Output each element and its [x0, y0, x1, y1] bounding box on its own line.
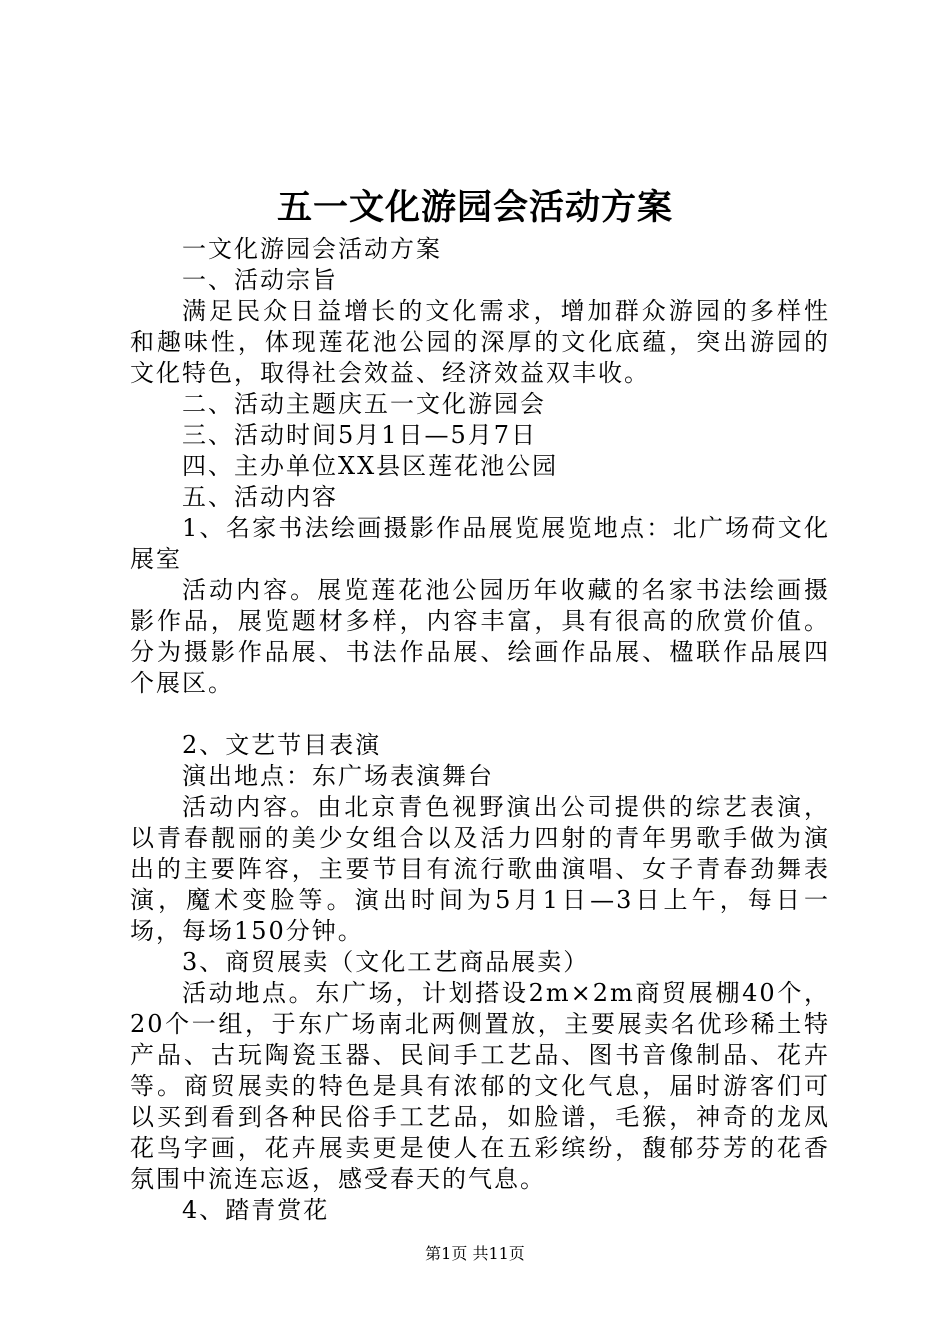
paragraph-item-2: 2、文艺节目表演 [182, 731, 382, 759]
paragraph-time: 三、活动时间5月1日—5月7日 [182, 421, 538, 449]
paragraph-organizer: 四、主办单位XX县区莲花池公园 [182, 452, 559, 480]
paragraph-spacer [130, 699, 830, 730]
paragraph-item-3: 3、商贸展卖（文化工艺商品展卖） [182, 948, 590, 976]
paragraph-item-2-location: 演出地点：东广场表演舞台 [182, 762, 494, 790]
paragraph-item-2-detail: 活动内容。由北京青色视野演出公司提供的综艺表演，以青春靓丽的美少女组合以及活力四射的青年男歌手做为演出的主要阵容，主要节目有流行歌曲演唱、女子青春劲舞表演，魔术变脸等。演出时间为5月1日—3日上午，每日一场，每场150分钟。 [130, 793, 830, 945]
paragraph-purpose-text: 满足民众日益增长的文化需求，增加群众游园的多样性和趣味性，体现莲花池公园的深厚的文化底蕴，突出游园的文化特色，取得社会效益、经济效益双丰收。 [130, 297, 830, 387]
paragraph-item-3-detail: 活动地点。东广场，计划搭设2m×2m商贸展棚40个，20个一组，于东广场南北两侧置放，主要展卖名优珍稀土特产品、古玩陶瓷玉器、民间手工艺品、图书音像制品、花卉等。商贸展卖的特色是具有浓郁的文化气息，届时游客们可以买到看到各种民俗手工艺品，如脸谱，毛猴，神奇的龙凤花鸟字画，花卉展卖更是使人在五彩缤纷，馥郁芬芳的花香氛围中流连忘返，感受春天的气息。 [130, 979, 830, 1193]
document-body [130, 234, 830, 1226]
paragraph-item-4: 4、踏青赏花 [182, 1196, 330, 1224]
page-footer: 第1页 共11页 [425, 1244, 525, 1263]
paragraph-heading-content: 五、活动内容 [182, 483, 338, 511]
paragraph-item-1: 1、名家书法绘画摄影作品展览展览地点：北广场荷文化展室 [130, 514, 830, 573]
paragraph-item-1-detail: 活动内容。展览莲花池公园历年收藏的名家书法绘画摄影作品，展览题材多样，内容丰富，具有很高的欣赏价值。分为摄影作品展、书法作品展、绘画作品展、楹联作品展四个展区。 [130, 576, 830, 697]
paragraph-subtitle: 一文化游园会活动方案 [182, 235, 442, 263]
document-title: 五一文化游园会活动方案 [276, 187, 673, 228]
paragraph-heading-purpose: 一、活动宗旨 [182, 266, 338, 294]
paragraph-theme: 二、活动主题庆五一文化游园会 [182, 390, 546, 418]
